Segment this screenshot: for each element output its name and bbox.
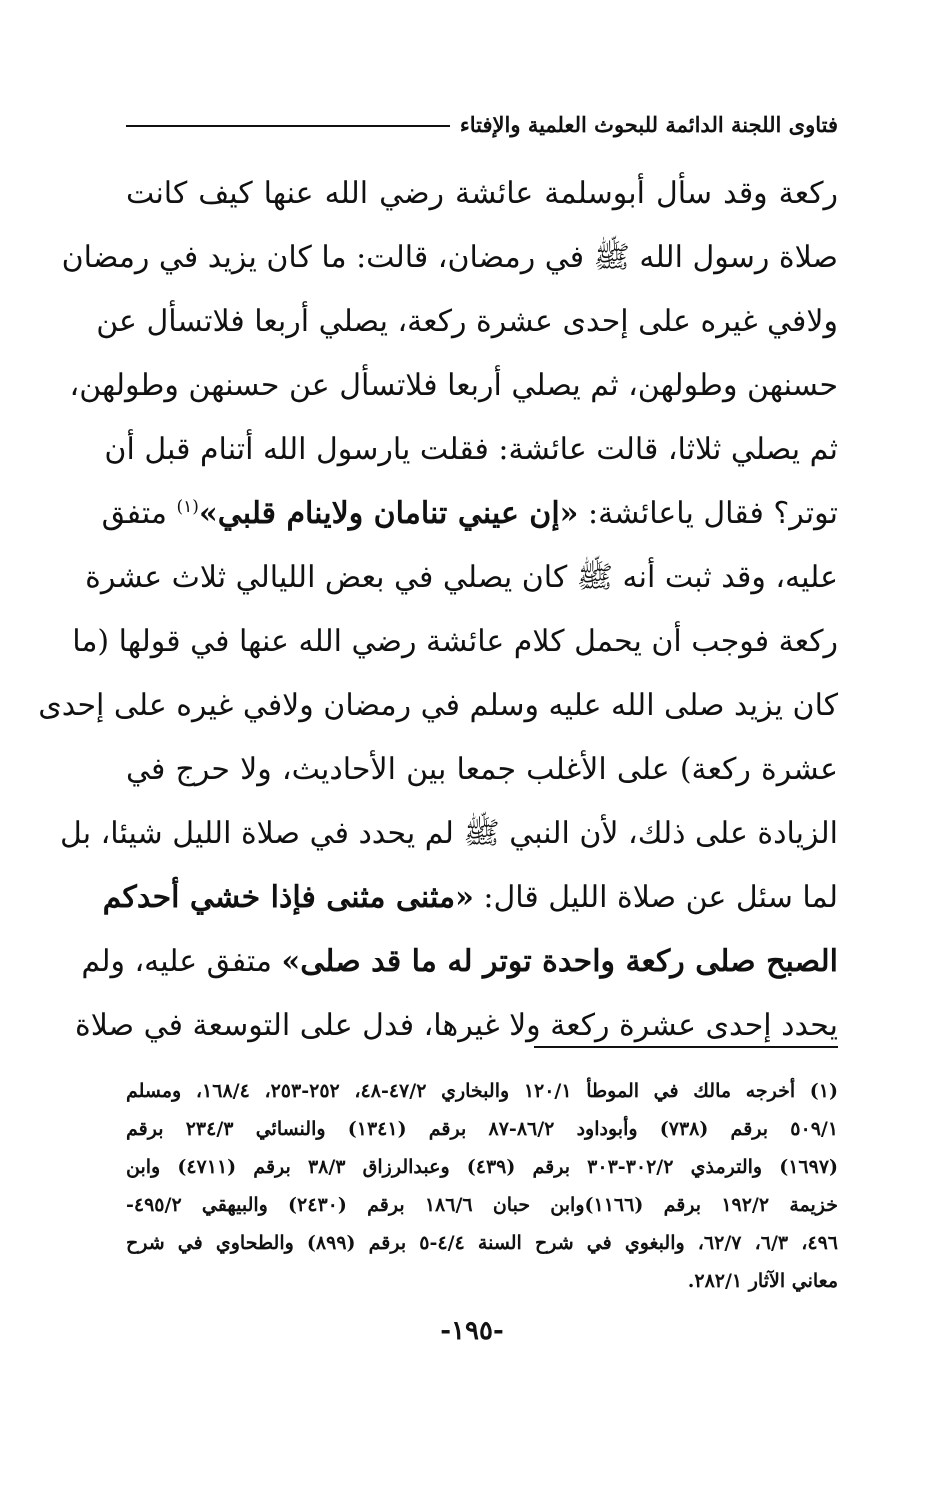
body-line: ثم يصلي ثلاثا، قالت عائشة: فقلت يارسول الله أتنام قبل أن [104,432,838,467]
running-header [126,104,838,144]
body-text-run: لما سئل عن صلاة الليل قال: [473,880,838,915]
hadith-quote: الصبح صلى ركعة واحدة توتر له ما قد صلى» [281,944,838,979]
body-line: صلاة رسول الله ﷺ في رمضان، قالت: ما كان يزيد في رمضان [61,240,838,275]
footnotes [126,1072,838,1300]
footnote-separator [534,1046,838,1048]
footnote-marker: (١) [176,497,199,517]
hadith-quote: «مثنى مثنى فإذا خشي أحدكم [102,880,474,915]
body-line: ولافي غيره على إحدى عشرة ركعة، يصلي أربعا فلاتسأل عن [96,304,838,339]
body-line [101,482,838,546]
body-text-run: متفق عليه، ولم [81,944,282,979]
footnote-line: معاني الآثار ٢٨٢/١. [687,1270,838,1292]
body-line [81,930,838,994]
body-line: كان يزيد صلى الله عليه وسلم في رمضان ولافي غيره على إحدى [38,688,838,723]
body-line: ركعة وقد سأل أبوسلمة عائشة رضي الله عنها كيف كانت [126,176,838,211]
body-text-run: توتر؟ فقال ياعائشة: [578,496,838,531]
body-text-run: متفق [101,496,177,531]
body-line: يحدد إحدى عشرة ركعة ولا غيرها، فدل على التوسعة في صلاة [75,1008,838,1043]
page-number: -١٩٥- [440,1316,504,1346]
body-line [102,866,838,930]
body-line: ركعة فوجب أن يحمل كلام عائشة رضي الله عنها في قولها (ما [72,624,838,659]
body-line: عليه، وقد ثبت أنه ﷺ كان يصلي في بعض الليالي ثلاث عشرة [85,560,838,595]
footnote-line: ٥٠٩/١ برقم (٧٣٨) وأبوداود ٨٦/٢-٨٧ برقم (١٣٤١) والنسائي ٢٣٤/٣ برقم [126,1118,839,1140]
body-line: عشرة ركعة) على الأغلب جمعا بين الأحاديث، ولا حرج في [126,752,838,787]
body-line: الزيادة على ذلك، لأن النبي ﷺ لم يحدد في صلاة الليل شيئا، بل [60,816,838,851]
body-line: حسنهن وطولهن، ثم يصلي أربعا فلاتسأل عن حسنهن وطولهن، [69,368,838,403]
header-rule [126,125,450,127]
footnote-line: ٤٩٦، ٦/٣، ٦٢/٧، والبغوي في شرح السنة ٤/٤-٥ برقم (٨٩٩) والطحاوي في شرح [126,1232,838,1254]
body-text [38,162,838,1058]
header-title: فتاوى اللجنة الدائمة للبحوث العلمية والإفتاء [459,111,838,137]
hadith-quote: «إن عيني تنامان ولاينام قلبي» [198,496,579,531]
footnote-line: (١) أخرجه مالك في الموطأ ١٢٠/١ والبخاري ٤٧/٢-٤٨، ٢٥٢-٢٥٣، ١٦٨/٤، ومسلم [126,1080,838,1102]
footnote-line: خزيمة ١٩٢/٢ برقم (١١٦٦)وابن حبان ١٨٦/٦ برقم (٢٤٣٠) والبيهقي ٤٩٥/٢- [126,1194,839,1216]
footnote-line: (١٦٩٧) والترمذي ٣٠٢/٢-٣٠٣ برقم (٤٣٩) وعبدالرزاق ٣٨/٣ برقم (٤٧١١) وابن [126,1156,839,1178]
